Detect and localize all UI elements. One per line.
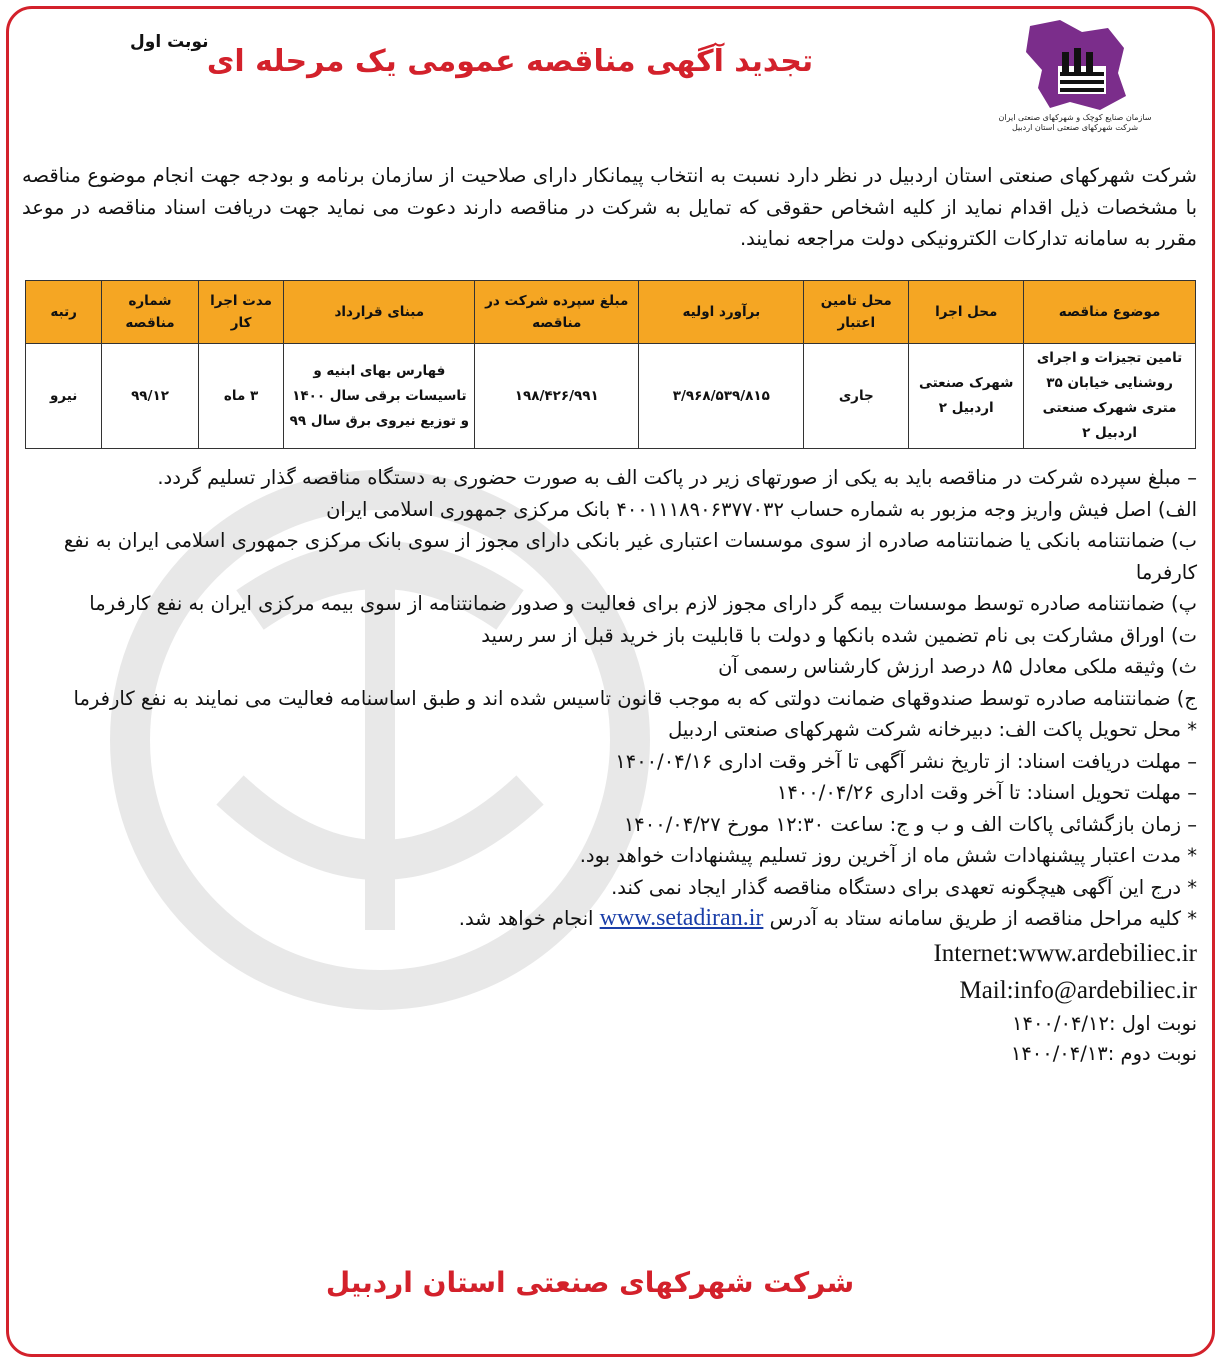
cell-duration: ۳ ماه	[198, 344, 284, 449]
header-number: شماره مناقصه	[102, 281, 198, 344]
delivery-place: * محل تحویل پاکت الف: دبیرخانه شرکت شهرکهای صنعتی اردبیل	[668, 718, 1197, 741]
cell-subject: تامین تجیزات و اجرای روشنایی خیابان ۳۵ متری شهرک صنعتی اردبیل ۲	[1024, 344, 1196, 449]
table-header-row	[26, 281, 1196, 344]
mail-address: Mail:info@ardebiliec.ir	[959, 976, 1197, 1004]
logo-caption-1: سازمان صنایع کوچک و شهرکهای صنعتی ایران	[998, 113, 1152, 122]
page-title: تجدید آگهی مناقصه عمومی یک مرحله ای	[206, 44, 814, 79]
logo-caption-2: شرکت شهرکهای صنعتی استان اردبیل	[1011, 123, 1139, 132]
internet-address: Internet:www.ardebiliec.ir	[933, 939, 1197, 967]
opening-time: – زمان بازگشائی پاکات الف و ب و ج: ساعت ۱۲:۳۰ مورخ ۱۴۰۰/۰۴/۲۷	[623, 812, 1197, 836]
cell-funding: جاری	[804, 344, 909, 449]
stages-prefix: * کلیه مراحل مناقصه از طریق سامانه ستاد به آدرس	[769, 907, 1197, 930]
header-duration: مدت اجرا کار	[198, 281, 284, 344]
receive-deadline: – مهلت دریافت اسناد: از تاریخ نشر آگهی تا آخر وقت اداری ۱۴۰۰/۰۴/۱۶	[615, 749, 1197, 773]
setadiran-link[interactable]: www.setadiran.ir	[599, 905, 764, 931]
first-publish-date: نوبت اول :۱۴۰۰/۰۴/۱۲	[1012, 1011, 1197, 1035]
cell-location: شهرک صنعتی اردبیل ۲	[909, 344, 1024, 449]
header-funding: محل تامین اعتبار	[804, 281, 909, 344]
intro-paragraph: شرکت شهرکهای صنعتی استان اردبیل در نظر دارد نسبت به انتخاب پیمانکار دارای صلاحیت از سازمان برنامه و بودجه جهت انجام موضوع مناقصه با مشخصات ذیل اقدام نماید از کلیه اشخاص حقوقی که تمایل به شرکت در مناقصه دارند دعوت می نماید جهت دریافت اسناد مناقصه در موعد مقرر به سامانه تدارکات الکترونیکی دولت مراجعه نمایند.	[22, 164, 1197, 250]
cell-estimate: ۳/۹۶۸/۵۳۹/۸۱۵	[639, 344, 804, 449]
header-deposit: مبلغ سپرده شرکت در مناقصه	[475, 281, 639, 344]
cell-deposit: ۱۹۸/۴۲۶/۹۹۱	[475, 344, 639, 449]
option-se: ث) وثیقه ملکی معادل ۸۵ درصد ارزش کارشناس رسمی آن	[718, 655, 1197, 678]
no-obligation-note: * درج این آگهی هیچگونه تعهدی برای دستگاه مناقصه گذار ایجاد نمی کند.	[611, 875, 1197, 899]
cell-number: ۹۹/۱۲	[102, 344, 198, 449]
cell-rank: نیرو	[26, 344, 102, 449]
deposit-note: – مبلغ سپرده شرکت در مناقصه باید به یکی از صورتهای زیر در پاکت الف به صورت حضوری به دستگاه مناقصه گذار تسلیم گردد.	[157, 466, 1197, 489]
table-row	[26, 344, 1196, 449]
header-estimate: برآورد اولیه	[639, 281, 804, 344]
option-jim: ج) ضمانتنامه صادره توسط صندوقهای ضمانت دولتی که به موجب قانون تاسیس شده اند و طبق اساسنامه فعالیت می نمایند به نفع کارفرما	[73, 686, 1197, 710]
stages-note	[22, 903, 1197, 935]
header-subject: موضوع مناقصه	[1024, 281, 1196, 344]
option-be: ب) ضمانتنامه بانکی یا ضمانتنامه صادره از سوی موسسات اعتباری غیر بانکی دارای مجوز از سوی بانک مرکزی جمهوری اسلامی ایران به نفع کارفرما	[63, 529, 1197, 584]
tender-table	[25, 280, 1196, 449]
round-label: نوبت اول	[130, 32, 209, 52]
organization-logo	[975, 18, 1175, 148]
header-rank: رتبه	[26, 281, 102, 344]
second-publish-date: نوبت دوم :۱۴۰۰/۰۴/۱۳	[1010, 1041, 1197, 1065]
header-basis: مبنای قرارداد	[284, 281, 475, 344]
option-alef: الف) اصل فیش واریز وجه مزبور به شماره حساب ۴۰۰۱۱۱۸۹۰۶۳۷۷۰۳۲ بانک مرکزی جمهوری اسلامی ایران	[326, 497, 1197, 521]
header-location: محل اجرا	[909, 281, 1024, 344]
submit-deadline: – مهلت تحویل اسناد: تا آخر وقت اداری ۱۴۰۰/۰۴/۲۶	[776, 781, 1197, 804]
option-pe: پ) ضمانتنامه صادره توسط موسسات بیمه گر دارای مجوز لازم برای فعالیت و صدور ضمانتنامه از سوی بیمه مرکزی ایران به نفع کارفرما	[89, 592, 1197, 615]
option-te: ت) اوراق مشارکت بی نام تضمین شده بانکها و دولت با قابلیت باز خرید قبل از سر رسید	[481, 623, 1197, 647]
conditions-section	[22, 462, 1197, 1069]
cell-basis: فهارس بهای ابنیه و تاسیسات برقی سال ۱۴۰۰ و توزیع نیروی برق سال ۹۹	[284, 344, 475, 449]
iran-map-icon	[1020, 18, 1130, 113]
footer-company-name: شرکت شهرکهای صنعتی استان اردبیل	[325, 1266, 855, 1299]
validity-note: * مدت اعتبار پیشنهادات شش ماه از آخرین روز تسلیم پیشنهادات خواهد بود.	[579, 844, 1197, 867]
stages-suffix: انجام خواهد شد.	[458, 907, 594, 930]
